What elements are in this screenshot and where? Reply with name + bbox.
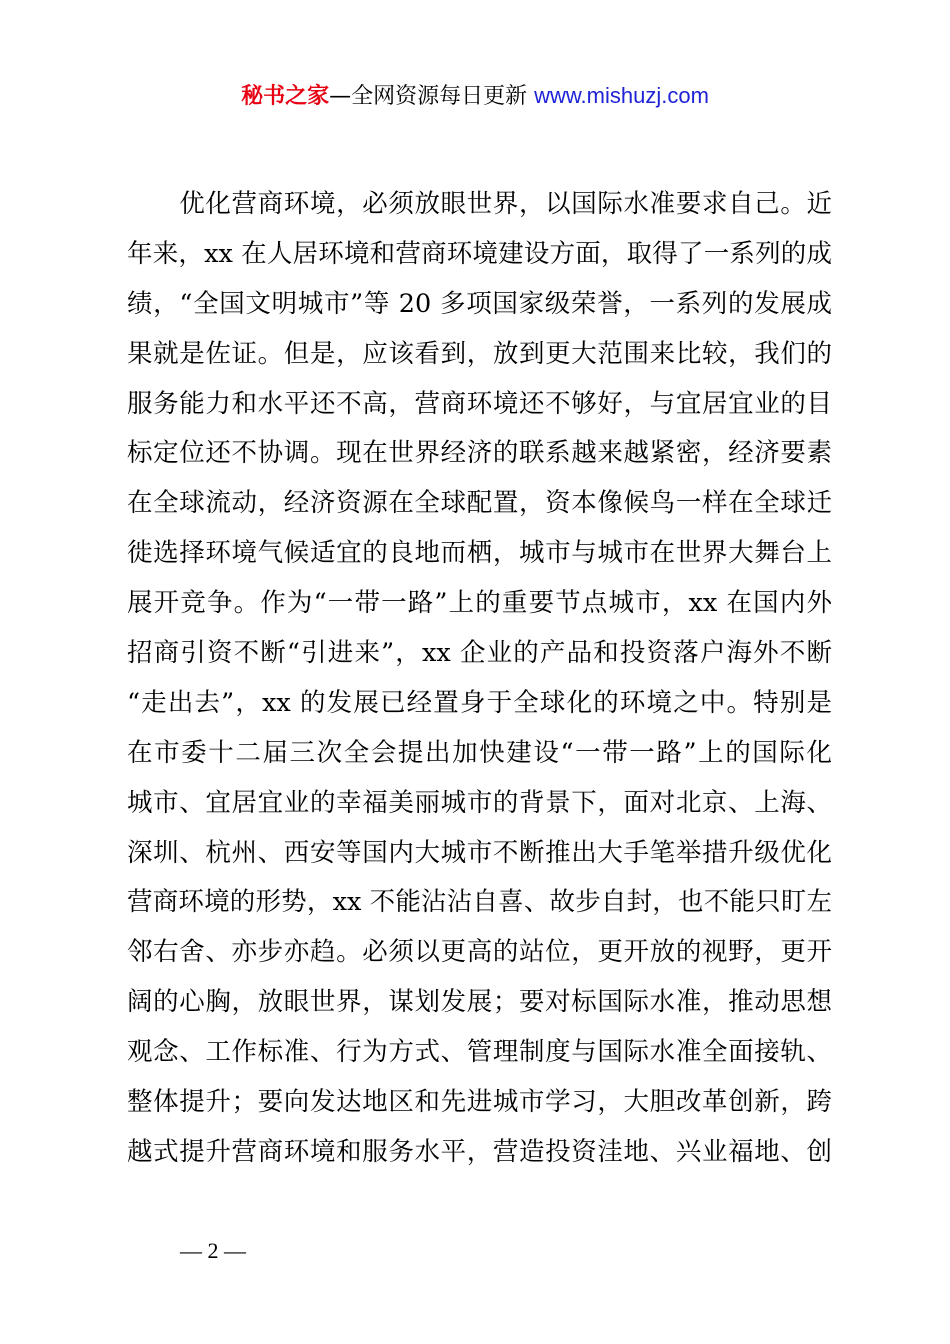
text-line: 优化营商环境，必须放眼世界，以国际水准要求自己。近 bbox=[127, 189, 832, 219]
text-line: 城市、宜居宜业的幸福美丽城市的背景下，面对北京、上海、 bbox=[127, 787, 832, 818]
body-paragraph bbox=[127, 180, 832, 1178]
page-header bbox=[0, 80, 950, 113]
text-line: 整体提升；要向发达地区和先进城市学习，大胆改革创新，跨 bbox=[127, 1087, 832, 1118]
page-number: — 2 — bbox=[180, 1238, 246, 1263]
text-line: 营商环境的形势，xx 不能沾沾自喜、故步自封，也不能只盯左 bbox=[127, 887, 832, 918]
text-line: “走出去”，xx 的发展已经置身于全球化的环境之中。特别是 bbox=[127, 687, 832, 718]
text-line: 标定位还不协调。现在世界经济的联系越来越紧密，经济要素 bbox=[127, 438, 832, 469]
text-line: 果就是佐证。但是，应该看到，放到更大范围来比较，我们的 bbox=[127, 338, 832, 369]
text-line: 在全球流动，经济资源在全球配置，资本像候鸟一样在全球迁 bbox=[127, 488, 832, 519]
text-line: 阔的心胸，放眼世界，谋划发展；要对标国际水准，推动思想 bbox=[127, 987, 832, 1018]
text-line: 年来，xx 在人居环境和营商环境建设方面，取得了一系列的成 bbox=[127, 238, 832, 269]
text-line: 观念、工作标准、行为方式、管理制度与国际水准全面接轨、 bbox=[127, 1037, 832, 1068]
text-line: 服务能力和水平还不高，营商环境还不够好，与宜居宜业的目 bbox=[127, 388, 832, 419]
text-line: 绩，“全国文明城市”等 20 多项国家级荣誉，一系列的发展成 bbox=[127, 288, 832, 319]
text-line: 越式提升营商环境和服务水平，营造投资洼地、兴业福地、创 bbox=[127, 1136, 832, 1167]
text-line: 深圳、杭州、西安等国内大城市不断推出大手笔举措升级优化 bbox=[127, 837, 832, 868]
text-line: 邻右舍、亦步亦趋。必须以更高的站位，更开放的视野，更开 bbox=[127, 937, 832, 968]
text-line: 徙选择环境气候适宜的良地而栖，城市与城市在世界大舞台上 bbox=[127, 538, 832, 569]
text-line: 展开竞争。作为“一带一路”上的重要节点城市，xx 在国内外 bbox=[127, 588, 832, 619]
header-url-link[interactable]: www.mishuzj.com bbox=[534, 83, 709, 108]
text-line: 在市委十二届三次全会提出加快建设“一带一路”上的国际化 bbox=[127, 737, 832, 768]
header-tagline: —全网资源每日更新 bbox=[329, 84, 535, 109]
header-brand: 秘书之家 bbox=[241, 84, 330, 109]
text-line: 招商引资不断“引进来”，xx 企业的产品和投资落户海外不断 bbox=[127, 638, 832, 669]
